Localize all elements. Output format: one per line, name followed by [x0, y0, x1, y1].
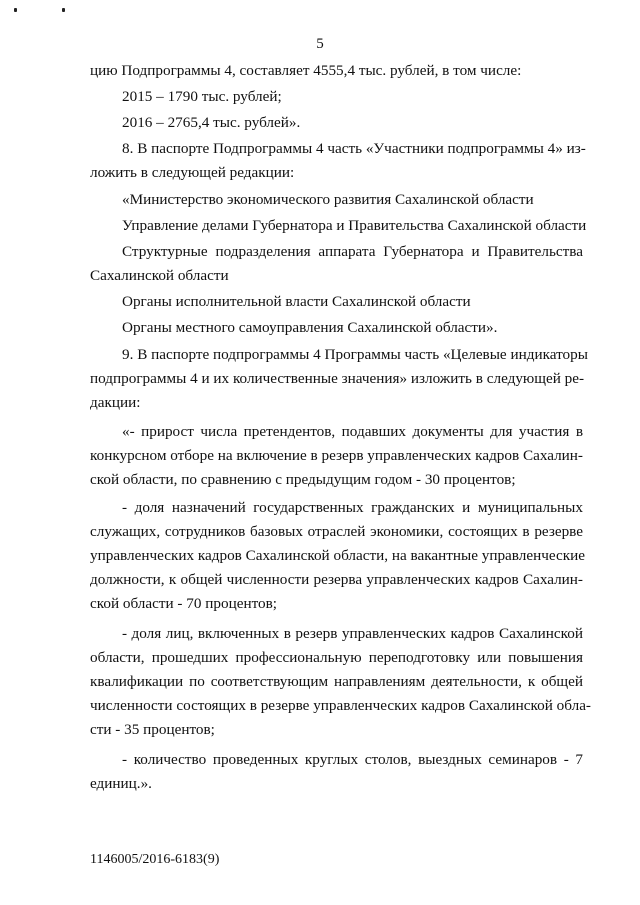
text-line: управленческих кадров Сахалинской области, на вакантные управленческие: [90, 547, 585, 564]
text-line: конкурсном отборе на включение в резерв управленческих кадров Сахалин-: [90, 447, 583, 464]
text-line: Органы местного самоуправления Сахалинской области».: [122, 319, 498, 336]
text-line: Органы исполнительной власти Сахалинской области: [122, 293, 471, 310]
text-line: «Министерство экономического развития Сахалинской области: [122, 191, 534, 208]
text-line: дакции:: [90, 394, 141, 411]
text-line: 8. В паспорте Подпрограммы 4 часть «Участники подпрограммы 4» из-: [122, 140, 586, 157]
text-line: 2016 – 2765,4 тыс. рублей».: [122, 114, 301, 131]
document-code: 1146005/2016-6183(9): [90, 852, 220, 867]
text-line: - количество проведенных круглых столов, выездных семинаров - 7: [122, 751, 583, 768]
text-line: должности, к общей численности резерва управленческих кадров Сахалин-: [90, 571, 583, 588]
text-line: цию Подпрограммы 4, составляет 4555,4 тыс. рублей, в том числе:: [90, 62, 522, 79]
text-line: Сахалинской области: [90, 267, 229, 284]
text-line: ской области - 70 процентов;: [90, 595, 278, 612]
text-line: Структурные подразделения аппарата Губернатора и Правительства: [122, 243, 583, 260]
text-line: численности состоящих в резерве управленческих кадров Сахалинской обла-: [90, 697, 591, 714]
page-number: 5: [316, 36, 324, 52]
text-line: - доля лиц, включенных в резерв управленческих кадров Сахалинской: [122, 625, 583, 642]
text-line: «- прирост числа претендентов, подавших документы для участия в: [122, 423, 583, 440]
scan-mark-left: [14, 8, 17, 12]
text-line: Управление делами Губернатора и Правительства Сахалинской области: [122, 217, 587, 234]
text-line: подпрограммы 4 и их количественные значения» изложить в следующей ре-: [90, 370, 585, 387]
text-line: ложить в следующей редакции:: [90, 164, 295, 181]
text-line: сти - 35 процентов;: [90, 721, 215, 738]
text-line: квалификации по соответствующим направлениям деятельности, к общей: [90, 673, 583, 690]
text-line: - доля назначений государственных гражданских и муниципальных: [122, 499, 583, 516]
text-line: 9. В паспорте подпрограммы 4 Программы часть «Целевые индикаторы: [122, 346, 588, 363]
scan-mark-right: [62, 8, 65, 12]
text-line: ской области, по сравнению с предыдущим годом - 30 процентов;: [90, 471, 516, 488]
text-line: 2015 – 1790 тыс. рублей;: [122, 88, 282, 105]
text-line: области, прошедших профессиональную переподготовку или повышения: [90, 649, 583, 666]
text-line: единиц.».: [90, 775, 152, 792]
text-line: служащих, сотрудников базовых отраслей экономики, состоящих в резерве: [90, 523, 583, 540]
